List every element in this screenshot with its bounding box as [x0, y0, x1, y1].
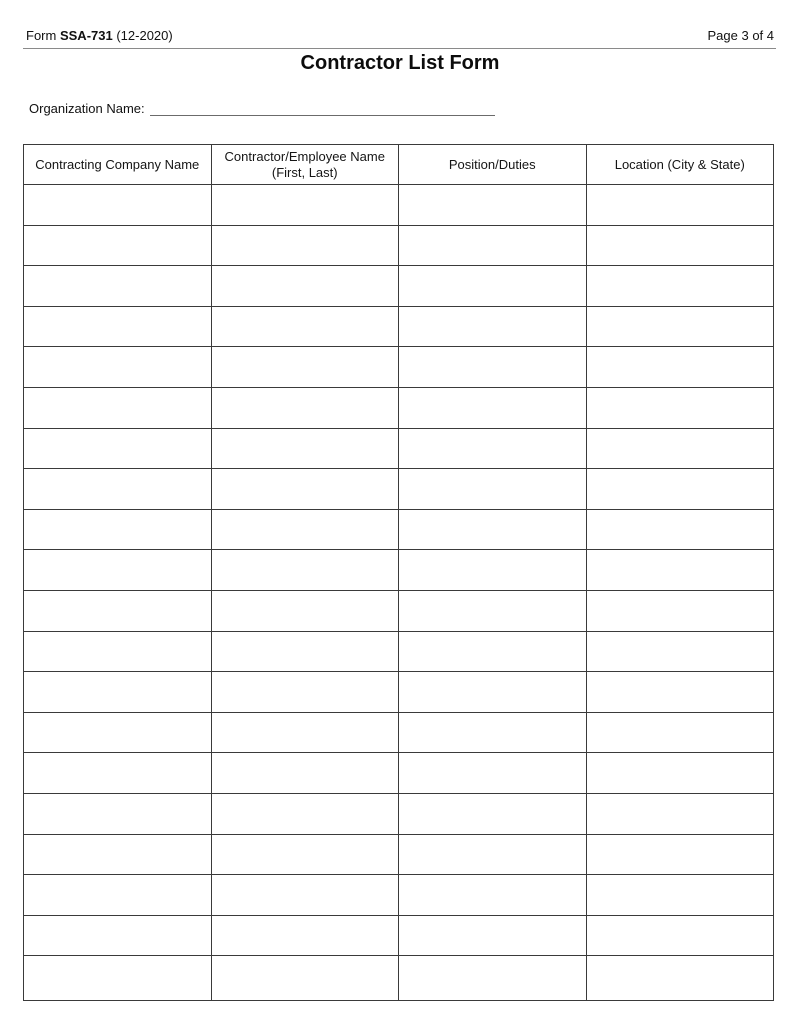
location-cell[interactable]: [586, 225, 774, 266]
location-cell[interactable]: [586, 306, 774, 347]
contractor-table: [23, 144, 774, 1001]
location-cell[interactable]: [586, 915, 774, 956]
position-cell[interactable]: [399, 550, 587, 591]
location-cell[interactable]: [586, 672, 774, 713]
employee-name-cell[interactable]: [211, 712, 399, 753]
location-cell[interactable]: [586, 550, 774, 591]
position-cell[interactable]: [399, 712, 587, 753]
organization-name-field[interactable]: [150, 100, 495, 116]
position-cell[interactable]: [399, 469, 587, 510]
table-row: [24, 387, 774, 428]
company-cell[interactable]: [24, 672, 212, 713]
employee-name-cell[interactable]: [211, 834, 399, 875]
table-row: [24, 834, 774, 875]
form-number: SSA-731: [59, 28, 113, 43]
employee-name-cell[interactable]: [211, 266, 399, 307]
position-cell[interactable]: [399, 793, 587, 834]
location-cell[interactable]: [586, 712, 774, 753]
table-row: [24, 956, 774, 1001]
table-row: [24, 793, 774, 834]
position-cell[interactable]: [399, 306, 587, 347]
position-cell[interactable]: [399, 225, 587, 266]
table-row: [24, 306, 774, 347]
company-cell[interactable]: [24, 834, 212, 875]
location-cell[interactable]: [586, 753, 774, 794]
location-cell[interactable]: [586, 793, 774, 834]
company-cell[interactable]: [24, 387, 212, 428]
company-cell[interactable]: [24, 225, 212, 266]
position-cell[interactable]: [399, 753, 587, 794]
location-cell[interactable]: [586, 590, 774, 631]
table-row: [24, 509, 774, 550]
table-row: [24, 631, 774, 672]
company-cell[interactable]: [24, 631, 212, 672]
employee-name-cell[interactable]: [211, 225, 399, 266]
employee-name-cell[interactable]: [211, 631, 399, 672]
location-cell[interactable]: [586, 266, 774, 307]
employee-name-cell[interactable]: [211, 428, 399, 469]
organization-name-label: Organization Name:: [29, 101, 145, 116]
position-cell[interactable]: [399, 428, 587, 469]
employee-name-cell[interactable]: [211, 185, 399, 226]
table-row: [24, 590, 774, 631]
location-cell[interactable]: [586, 875, 774, 916]
table-row: [24, 347, 774, 388]
location-cell[interactable]: [586, 509, 774, 550]
company-cell[interactable]: [24, 753, 212, 794]
location-cell[interactable]: [586, 185, 774, 226]
position-cell[interactable]: [399, 347, 587, 388]
form-header: [23, 26, 776, 49]
table-row: [24, 672, 774, 713]
table-row: [24, 550, 774, 591]
table-row: [24, 266, 774, 307]
column-header-location: Location (City & State): [586, 145, 774, 185]
company-cell[interactable]: [24, 185, 212, 226]
employee-name-cell[interactable]: [211, 753, 399, 794]
form-revision: (12-2020): [116, 28, 173, 43]
company-cell[interactable]: [24, 956, 212, 1001]
company-cell[interactable]: [24, 590, 212, 631]
company-cell[interactable]: [24, 875, 212, 916]
company-cell[interactable]: [24, 550, 212, 591]
employee-name-cell[interactable]: [211, 956, 399, 1001]
position-cell[interactable]: [399, 266, 587, 307]
position-cell[interactable]: [399, 590, 587, 631]
employee-name-cell[interactable]: [211, 672, 399, 713]
employee-name-cell[interactable]: [211, 387, 399, 428]
table-row: [24, 712, 774, 753]
position-cell[interactable]: [399, 631, 587, 672]
employee-name-cell[interactable]: [211, 509, 399, 550]
location-cell[interactable]: [586, 387, 774, 428]
position-cell[interactable]: [399, 672, 587, 713]
form-prefix: Form: [26, 28, 57, 43]
employee-name-cell[interactable]: [211, 347, 399, 388]
employee-name-cell[interactable]: [211, 469, 399, 510]
company-cell[interactable]: [24, 428, 212, 469]
location-cell[interactable]: [586, 834, 774, 875]
location-cell[interactable]: [586, 631, 774, 672]
position-cell[interactable]: [399, 915, 587, 956]
table-row: [24, 753, 774, 794]
position-cell[interactable]: [399, 509, 587, 550]
table-row: [24, 185, 774, 226]
column-header-company: Contracting Company Name: [24, 145, 212, 185]
page-title: Contractor List Form: [300, 52, 500, 74]
table-header-row: [24, 145, 774, 185]
company-cell[interactable]: [24, 793, 212, 834]
table-row: [24, 428, 774, 469]
employee-name-cell[interactable]: [211, 793, 399, 834]
company-cell[interactable]: [24, 712, 212, 753]
company-cell[interactable]: [24, 509, 212, 550]
company-cell[interactable]: [24, 306, 212, 347]
position-cell[interactable]: [399, 387, 587, 428]
table-row: [24, 225, 774, 266]
company-cell[interactable]: [24, 266, 212, 307]
company-cell[interactable]: [24, 915, 212, 956]
employee-name-cell[interactable]: [211, 915, 399, 956]
employee-name-cell[interactable]: [211, 550, 399, 591]
location-cell[interactable]: [586, 347, 774, 388]
position-cell[interactable]: [399, 185, 587, 226]
position-cell[interactable]: [399, 834, 587, 875]
column-header-position: Position/Duties: [399, 145, 587, 185]
position-cell[interactable]: [399, 956, 587, 1001]
employee-name-cell[interactable]: [211, 306, 399, 347]
employee-name-cell[interactable]: [211, 875, 399, 916]
column-header-employee-name: Contractor/Employee Name (First, Last): [211, 145, 399, 185]
location-cell[interactable]: [586, 956, 774, 1001]
position-cell[interactable]: [399, 875, 587, 916]
page-number: Page 3 of 4: [707, 28, 774, 43]
table-row: [24, 915, 774, 956]
location-cell[interactable]: [586, 469, 774, 510]
form-identifier: [26, 28, 173, 43]
location-cell[interactable]: [586, 428, 774, 469]
table-body: [24, 185, 774, 1001]
company-cell[interactable]: [24, 347, 212, 388]
table-row: [24, 469, 774, 510]
organization-name-row: [29, 100, 495, 116]
company-cell[interactable]: [24, 469, 212, 510]
employee-name-cell[interactable]: [211, 590, 399, 631]
table-row: [24, 875, 774, 916]
